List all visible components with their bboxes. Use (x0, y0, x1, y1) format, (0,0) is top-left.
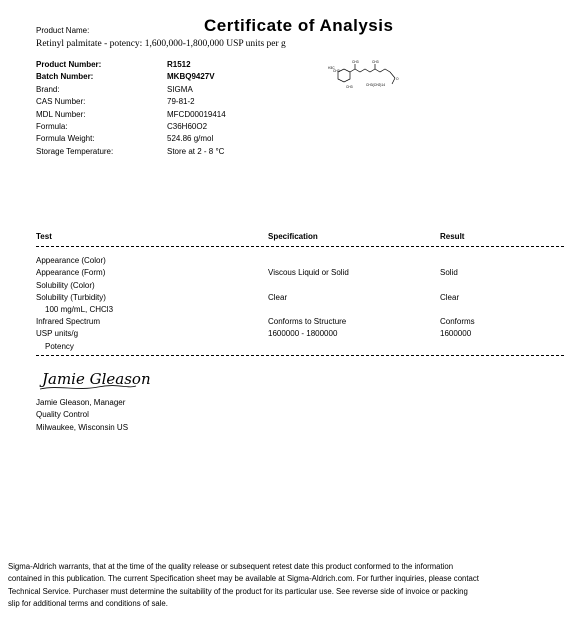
table-bottom-divider (36, 355, 564, 356)
label-batch-number: Batch Number: (36, 72, 94, 81)
column-header-test: Test (36, 232, 52, 241)
column-header-result: Result (440, 232, 465, 241)
structure-label: CH3 (333, 69, 340, 73)
disclaimer-line: contained in this publication. The current Specification sheet may be available at Sigma-Aldrich.com. For further inquiries, please contact (8, 574, 479, 583)
signature: Jamie Gleason (42, 370, 151, 388)
table-cell-test: Infrared Spectrum (36, 317, 101, 326)
value-brand: SIGMA (167, 85, 193, 94)
structure-label: CH3 (346, 85, 353, 89)
signatory-department: Quality Control (36, 410, 89, 419)
disclaimer-line: slip for additional terms and conditions of sale. (8, 599, 168, 608)
value-product-number: R1512 (167, 60, 191, 69)
product-name-value: Retinyl palmitate - potency: 1,600,000-1,800,000 USP units per g (36, 39, 286, 49)
table-cell-test: Potency (45, 342, 74, 351)
signatory-name-title: Jamie Gleason, Manager (36, 398, 126, 407)
label-formula-weight: Formula Weight: (36, 134, 95, 143)
disclaimer-line: Technical Service. Purchaser must determine the suitability of the product for its particular use. See reverse side of invoice or packing (8, 587, 468, 596)
table-cell-result: 1600000 (440, 329, 472, 338)
table-cell-test: Solubility (Color) (36, 281, 95, 290)
table-cell-spec: Clear (268, 293, 288, 302)
table-cell-spec: 1600000 - 1800000 (268, 329, 338, 338)
signature-underline-flourish (38, 384, 138, 392)
signatory-location: Milwaukee, Wisconsin US (36, 423, 129, 432)
table-cell-result: Clear (440, 293, 460, 302)
structure-label: CH3 (372, 60, 379, 64)
table-cell-test: Appearance (Form) (36, 268, 106, 277)
table-cell-result: Conforms (440, 317, 475, 326)
value-formula-weight: 524.86 g/mol (167, 134, 214, 143)
structure-label: CH3(CH2)14 (366, 83, 386, 87)
product-name-label: Product Name: (36, 26, 90, 35)
value-formula: C36H60O2 (167, 122, 208, 131)
table-cell-test: USP units/g (36, 329, 79, 338)
label-brand: Brand: (36, 85, 60, 94)
disclaimer-line: Sigma-Aldrich warrants, that at the time of the quality release or subsequent retest date this product conformed to the information (8, 562, 454, 571)
structure-label: H3C (328, 66, 335, 70)
table-cell-result: Solid (440, 268, 458, 277)
table-cell-test: 100 mg/mL, CHCl3 (45, 305, 114, 314)
table-cell-spec: Viscous Liquid or Solid (268, 268, 349, 277)
value-mdl-number: MFCD00019414 (167, 110, 226, 119)
value-storage-temperature: Store at 2 - 8 °C (167, 147, 225, 156)
structure-label: CH3 (352, 60, 359, 64)
value-cas-number: 79-81-2 (167, 97, 195, 106)
header-divider (36, 246, 564, 247)
label-mdl-number: MDL Number: (36, 110, 86, 119)
column-header-specification: Specification (268, 232, 318, 241)
label-cas-number: CAS Number: (36, 97, 86, 106)
label-product-number: Product Number: (36, 60, 102, 69)
table-cell-spec: Conforms to Structure (268, 317, 347, 326)
structure-label: O (396, 77, 399, 81)
value-batch-number: MKBQ9427V (167, 72, 215, 81)
page-title: Certificate of Analysis (204, 16, 394, 35)
label-formula: Formula: (36, 122, 68, 131)
table-cell-test: Solubility (Turbidity) (36, 293, 106, 302)
table-cell-test: Appearance (Color) (36, 256, 106, 265)
chemical-structure-diagram (326, 58, 406, 94)
label-storage-temperature: Storage Temperature: (36, 147, 114, 156)
